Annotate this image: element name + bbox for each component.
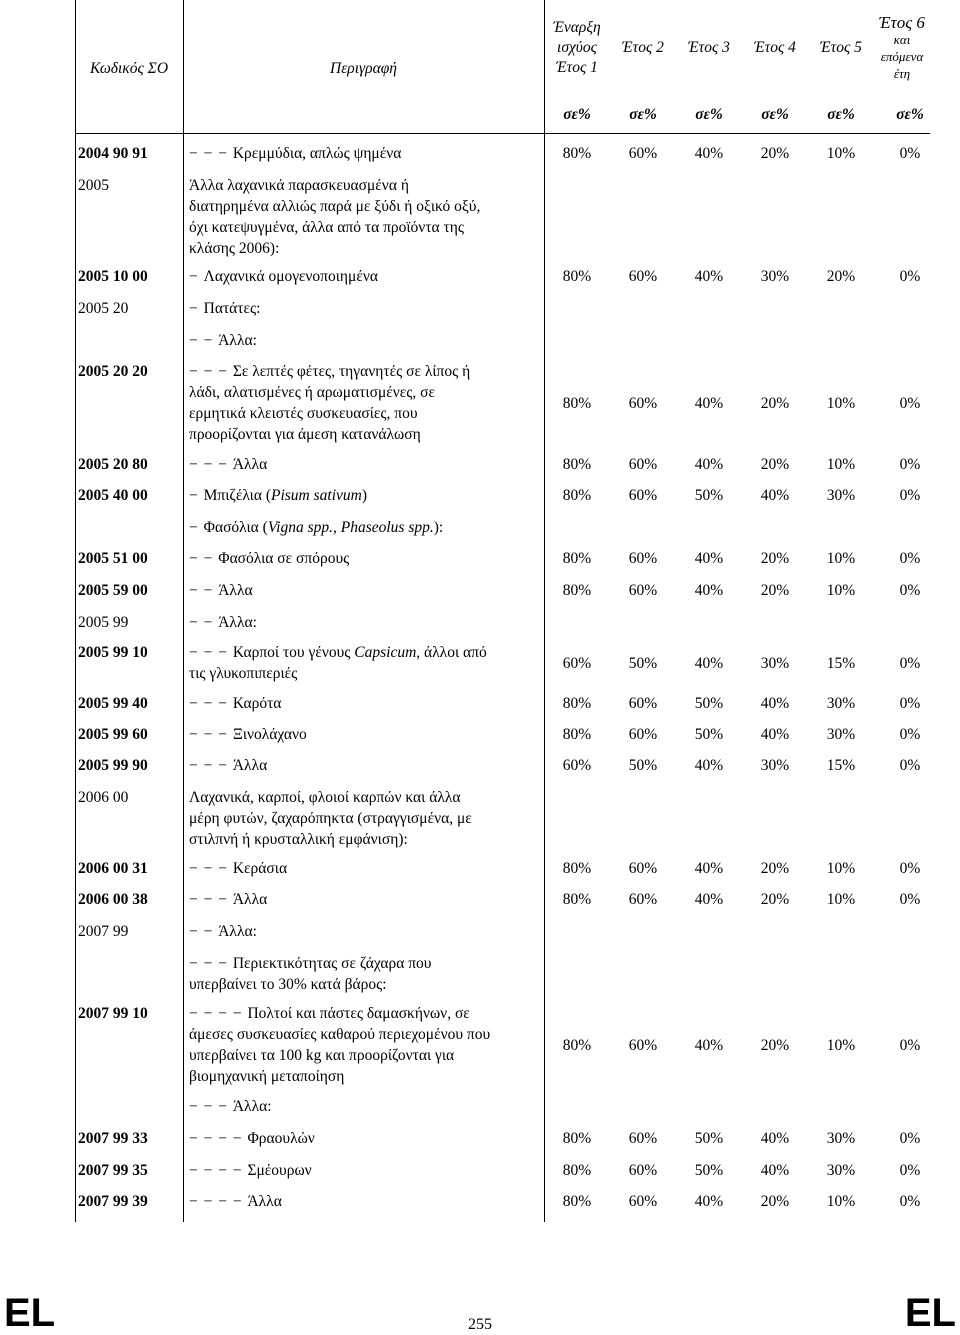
row-description xyxy=(189,485,539,506)
table-border-left xyxy=(75,0,76,1222)
description-text: Φασόλια σε σπόρους xyxy=(218,550,350,567)
row-description xyxy=(189,517,539,538)
description-line xyxy=(189,953,539,974)
description-line xyxy=(189,724,539,745)
rate-value: 60% xyxy=(628,145,658,162)
header-description: Περιγραφή xyxy=(330,60,397,77)
rate-value: 60% xyxy=(628,1193,658,1210)
description-line xyxy=(189,196,539,217)
rate-value: 30% xyxy=(826,1162,856,1179)
rate-value: 80% xyxy=(562,1193,592,1210)
description-text: Άλλα xyxy=(247,1193,282,1210)
rate-value: 80% xyxy=(562,1130,592,1147)
rate-value: 0% xyxy=(899,726,921,743)
description-text: Μπιζέλια ( xyxy=(203,487,271,504)
indent-dash: − xyxy=(189,519,204,536)
description-text: Λαχανικά, καρποί, φλοιοί καρπών και άλλα xyxy=(189,789,461,806)
header-year2: Έτος 2 xyxy=(622,39,664,56)
indent-dash: − − − xyxy=(189,644,233,661)
row-description xyxy=(189,953,539,995)
description-line xyxy=(189,889,539,910)
description-text: Κρεμμύδια, απλώς ψημένα xyxy=(232,145,402,162)
rate-value: 50% xyxy=(694,695,724,712)
indent-dash: − xyxy=(189,487,204,504)
row-code: 2005 99 10 xyxy=(78,644,148,661)
description-line xyxy=(189,1003,539,1024)
rate-value: 50% xyxy=(694,487,724,504)
description-text: Λαχανικά ομογενοποιημένα xyxy=(203,268,378,285)
indent-dash: − − xyxy=(189,332,219,349)
unit-year3: σε% xyxy=(695,106,723,123)
description-text: Άλλα λαχανικά παρασκευασμένα ή xyxy=(189,177,409,194)
unit-year5: σε% xyxy=(827,106,855,123)
row-code: 2006 00 38 xyxy=(78,891,148,908)
description-text: Σμέουρων xyxy=(247,1162,312,1179)
description-line xyxy=(189,921,539,942)
row-description xyxy=(189,921,539,942)
description-line xyxy=(189,175,539,196)
description-line xyxy=(189,361,539,382)
rate-value: 20% xyxy=(760,582,790,599)
rate-value: 60% xyxy=(628,726,658,743)
description-line xyxy=(189,238,539,259)
description-line xyxy=(189,829,539,850)
description-line xyxy=(189,330,539,351)
description-line xyxy=(189,454,539,475)
rate-value: 60% xyxy=(628,695,658,712)
rate-value: 40% xyxy=(760,487,790,504)
description-line xyxy=(189,143,539,164)
rate-value: 80% xyxy=(562,145,592,162)
rate-value: 80% xyxy=(562,891,592,908)
indent-dash: − − − xyxy=(189,695,233,712)
rate-value: 20% xyxy=(760,1193,790,1210)
description-line xyxy=(189,548,539,569)
description-line xyxy=(189,382,539,403)
row-code: 2007 99 10 xyxy=(78,1005,148,1022)
rate-value: 10% xyxy=(826,145,856,162)
indent-dash: − − − xyxy=(189,955,233,972)
rate-value: 0% xyxy=(899,695,921,712)
rate-value: 60% xyxy=(628,1130,658,1147)
row-code: 2005 10 00 xyxy=(78,268,148,285)
rate-value: 40% xyxy=(694,550,724,567)
description-text: Σε λεπτές φέτες, τηγανητές σε λίπος ή xyxy=(232,363,471,380)
rate-value: 50% xyxy=(628,655,658,672)
row-code: 2005 99 xyxy=(78,614,129,631)
header-year1 xyxy=(544,18,610,78)
description-line xyxy=(189,1024,539,1045)
rate-value: 60% xyxy=(628,1037,658,1054)
rate-value: 0% xyxy=(899,268,921,285)
description-text: Φραουλών xyxy=(247,1130,315,1147)
rate-value: 10% xyxy=(826,456,856,473)
row-description xyxy=(189,1096,539,1117)
rate-value: 10% xyxy=(826,860,856,877)
row-code: 2005 40 00 xyxy=(78,487,148,504)
rate-value: 0% xyxy=(899,145,921,162)
rate-value: 30% xyxy=(760,268,790,285)
row-code: 2005 20 xyxy=(78,300,129,317)
rate-value: 0% xyxy=(899,655,921,672)
rate-value: 0% xyxy=(899,582,921,599)
description-line xyxy=(189,663,539,684)
rate-value: 20% xyxy=(826,268,856,285)
rate-value: 40% xyxy=(694,1037,724,1054)
description-line xyxy=(189,1160,539,1181)
rate-value: 50% xyxy=(694,1130,724,1147)
description-text: Capsicum xyxy=(354,644,417,661)
description-line xyxy=(189,808,539,829)
rate-value: 30% xyxy=(826,487,856,504)
rate-value: 0% xyxy=(899,891,921,908)
rate-value: 40% xyxy=(760,1130,790,1147)
rate-value: 40% xyxy=(760,1162,790,1179)
row-code: 2007 99 39 xyxy=(78,1193,148,1210)
rate-value: 30% xyxy=(826,726,856,743)
row-description xyxy=(189,580,539,601)
rate-value: 0% xyxy=(899,860,921,877)
row-description xyxy=(189,642,539,684)
row-description xyxy=(189,143,539,164)
rate-value: 80% xyxy=(562,395,592,412)
rate-value: 60% xyxy=(628,891,658,908)
header-year1-line: Έναρξη xyxy=(553,19,601,36)
rate-value: 40% xyxy=(694,891,724,908)
rate-value: 60% xyxy=(562,757,592,774)
rate-value: 60% xyxy=(628,487,658,504)
description-text: Φασόλια ( xyxy=(203,519,268,536)
row-description xyxy=(189,454,539,475)
header-year5: Έτος 5 xyxy=(820,39,862,56)
rate-value: 30% xyxy=(760,655,790,672)
description-text: Κεράσια xyxy=(232,860,288,877)
description-text: Ξινολάχανο xyxy=(232,726,307,743)
description-text: Άλλα: xyxy=(218,332,257,349)
row-code: 2005 99 40 xyxy=(78,695,148,712)
rate-value: 10% xyxy=(826,891,856,908)
header-year6-line: έτη xyxy=(893,66,911,81)
indent-dash: − − − xyxy=(189,726,233,743)
rate-value: 20% xyxy=(760,860,790,877)
rate-value: 60% xyxy=(628,550,658,567)
rate-value: 40% xyxy=(694,395,724,412)
description-line xyxy=(189,755,539,776)
rate-value: 0% xyxy=(899,1130,921,1147)
rate-value: 50% xyxy=(694,1162,724,1179)
indent-dash: − xyxy=(189,300,204,317)
indent-dash: − − − − xyxy=(189,1193,248,1210)
indent-dash: − − − − xyxy=(189,1162,248,1179)
description-text: ερμητικά κλειστές συσκευασίες, που xyxy=(189,405,418,422)
description-text: Άλλα xyxy=(232,891,268,908)
rate-value: 0% xyxy=(899,1162,921,1179)
rate-value: 0% xyxy=(899,757,921,774)
rate-value: 40% xyxy=(694,655,724,672)
rate-value: 60% xyxy=(628,456,658,473)
rate-value: 10% xyxy=(826,395,856,412)
row-description xyxy=(189,724,539,745)
description-line xyxy=(189,642,539,663)
description-line xyxy=(189,1191,539,1212)
rate-value: 40% xyxy=(694,145,724,162)
description-line xyxy=(189,217,539,238)
rate-value: 60% xyxy=(628,1162,658,1179)
description-text: Άλλα: xyxy=(232,1098,272,1115)
row-code: 2004 90 91 xyxy=(78,145,148,162)
row-code: 2007 99 xyxy=(78,923,129,940)
description-text: λάδι, αλατισμένες ή αρωματισμένες, σε xyxy=(189,384,436,401)
description-text: τις γλυκοπιπεριές xyxy=(189,665,298,682)
rate-value: 40% xyxy=(760,726,790,743)
description-line xyxy=(189,485,539,506)
header-year6-line: επόμενα xyxy=(880,49,924,64)
row-description xyxy=(189,330,539,351)
header-rule xyxy=(75,133,930,134)
row-description xyxy=(189,1003,539,1087)
row-code: 2005 99 90 xyxy=(78,757,148,774)
rate-value: 60% xyxy=(628,268,658,285)
header-year1-line: Έτος 1 xyxy=(556,59,598,76)
row-description xyxy=(189,175,539,259)
indent-dash: − − − xyxy=(189,891,233,908)
description-line xyxy=(189,1045,539,1066)
description-text: Άλλα: xyxy=(218,614,257,631)
description-line xyxy=(189,858,539,879)
description-line xyxy=(189,424,539,445)
rate-value: 60% xyxy=(562,655,592,672)
description-text: Περιεκτικότητας σε ζάχαρα που xyxy=(232,955,432,972)
rate-value: 80% xyxy=(562,582,592,599)
row-code: 2007 99 33 xyxy=(78,1130,148,1147)
indent-dash: − − xyxy=(189,614,219,631)
description-line xyxy=(189,612,539,633)
description-text: Άλλα xyxy=(232,456,268,473)
unit-year2: σε% xyxy=(629,106,657,123)
rate-value: 80% xyxy=(562,726,592,743)
description-line xyxy=(189,517,539,538)
rate-value: 40% xyxy=(694,757,724,774)
row-description xyxy=(189,266,539,287)
rate-value: 60% xyxy=(628,860,658,877)
row-description xyxy=(189,787,539,850)
indent-dash: − − xyxy=(189,582,219,599)
description-line xyxy=(189,1066,539,1087)
description-line xyxy=(189,787,539,808)
description-line xyxy=(189,974,539,995)
description-line xyxy=(189,580,539,601)
description-line xyxy=(189,298,539,319)
rate-value: 80% xyxy=(562,1037,592,1054)
description-text: βιομηχανική μεταποίηση xyxy=(189,1068,345,1085)
description-text: υπερβαίνει το 30% κατά βάρος: xyxy=(189,976,387,993)
rate-value: 30% xyxy=(826,695,856,712)
description-text: Πατάτες: xyxy=(203,300,261,317)
description-text: προορίζονται για άμεση κατανάλωση xyxy=(189,426,421,443)
rate-value: 20% xyxy=(760,145,790,162)
description-text: υπερβαίνει τα 100 kg και προορίζονται για xyxy=(189,1047,455,1064)
indent-dash: − − − xyxy=(189,145,233,162)
rate-value: 80% xyxy=(562,487,592,504)
description-text: άμεσες συσκευασίες καθαρού περιεχομένου που xyxy=(189,1026,491,1043)
rate-value: 80% xyxy=(562,268,592,285)
description-line xyxy=(189,1128,539,1149)
indent-dash: − − − − xyxy=(189,1130,248,1147)
indent-dash: − − − − xyxy=(189,1005,248,1022)
indent-dash: − − − xyxy=(189,1098,233,1115)
description-text: Άλλα: xyxy=(218,923,257,940)
description-line xyxy=(189,693,539,714)
rate-value: 30% xyxy=(826,1130,856,1147)
rate-value: 40% xyxy=(694,1193,724,1210)
row-code: 2005 20 20 xyxy=(78,363,148,380)
row-description xyxy=(189,612,539,633)
description-text: Pisum sativum xyxy=(270,487,362,504)
header-year6 xyxy=(874,14,930,82)
rate-value: 20% xyxy=(760,891,790,908)
rate-value: 10% xyxy=(826,582,856,599)
description-text: Πολτοί και πάστες δαμασκήνων, σε xyxy=(247,1005,470,1022)
row-code: 2006 00 xyxy=(78,789,129,806)
header-year6-line: και xyxy=(893,32,911,47)
footer-language-left: EL xyxy=(4,1291,56,1335)
rate-value: 0% xyxy=(899,1193,921,1210)
rate-value: 20% xyxy=(760,395,790,412)
description-text: , άλλοι από xyxy=(416,644,487,661)
row-code: 2005 20 80 xyxy=(78,456,148,473)
rate-value: 40% xyxy=(694,456,724,473)
row-description xyxy=(189,1128,539,1149)
description-text: διατηρημένα αλλιώς παρά με ξύδι ή οξικό οξύ, xyxy=(189,198,481,215)
row-code: 2006 00 31 xyxy=(78,860,148,877)
rate-value: 80% xyxy=(562,695,592,712)
row-description xyxy=(189,755,539,776)
row-code: 2005 59 00 xyxy=(78,582,148,599)
rate-value: 40% xyxy=(694,582,724,599)
row-description xyxy=(189,1160,539,1181)
description-text: ) xyxy=(361,487,367,504)
row-code: 2005 xyxy=(78,177,109,194)
header-year1-line: ισχύος xyxy=(557,39,597,56)
rate-value: 20% xyxy=(760,456,790,473)
rate-value: 10% xyxy=(826,1193,856,1210)
row-description xyxy=(189,298,539,319)
rate-value: 15% xyxy=(826,757,856,774)
rate-value: 10% xyxy=(826,550,856,567)
row-description xyxy=(189,858,539,879)
header-year4: Έτος 4 xyxy=(754,39,796,56)
description-text: στιλπνή ή κρυσταλλική εμφάνιση): xyxy=(189,831,408,848)
description-text: Vigna spp., Phaseolus spp. xyxy=(267,519,434,536)
rate-value: 80% xyxy=(562,860,592,877)
rate-value: 0% xyxy=(899,1037,921,1054)
rate-value: 40% xyxy=(760,695,790,712)
rate-value: 50% xyxy=(694,726,724,743)
rate-value: 0% xyxy=(899,456,921,473)
rate-value: 60% xyxy=(628,582,658,599)
page-number: 255 xyxy=(468,1316,492,1333)
header-year3: Έτος 3 xyxy=(688,39,730,56)
description-text: όχι κατεψυγμένα, άλλα από τα προϊόντα της xyxy=(189,219,465,236)
rate-value: 80% xyxy=(562,1162,592,1179)
description-text: ): xyxy=(433,519,444,536)
rate-value: 40% xyxy=(694,268,724,285)
rate-value: 15% xyxy=(826,655,856,672)
description-line xyxy=(189,403,539,424)
unit-year6: σε% xyxy=(896,106,924,123)
column-divider-code xyxy=(183,0,184,1222)
row-description xyxy=(189,889,539,910)
indent-dash: − xyxy=(189,268,204,285)
description-text: μέρη φυτών, ζαχαρόπηκτα (στραγγισμένα, με xyxy=(189,810,472,827)
row-description xyxy=(189,361,539,445)
indent-dash: − − xyxy=(189,550,219,567)
row-description xyxy=(189,1191,539,1212)
unit-year4: σε% xyxy=(761,106,789,123)
row-code: 2005 51 00 xyxy=(78,550,148,567)
row-description xyxy=(189,548,539,569)
row-description xyxy=(189,693,539,714)
rate-value: 20% xyxy=(760,550,790,567)
rate-value: 80% xyxy=(562,456,592,473)
rate-value: 10% xyxy=(826,1037,856,1054)
rate-value: 0% xyxy=(899,395,921,412)
indent-dash: − − − xyxy=(189,363,233,380)
header-code: Κωδικός ΣΟ xyxy=(89,60,169,77)
indent-dash: − − − xyxy=(189,456,233,473)
rate-value: 30% xyxy=(760,757,790,774)
indent-dash: − − − xyxy=(189,860,233,877)
indent-dash: − − xyxy=(189,923,219,940)
description-text: κλάσης 2006): xyxy=(189,240,280,257)
rate-value: 60% xyxy=(628,395,658,412)
description-line xyxy=(189,266,539,287)
rate-value: 80% xyxy=(562,550,592,567)
description-line xyxy=(189,1096,539,1117)
rate-value: 20% xyxy=(760,1037,790,1054)
rate-value: 50% xyxy=(628,757,658,774)
rate-value: 0% xyxy=(899,487,921,504)
row-code: 2007 99 35 xyxy=(78,1162,148,1179)
description-text: Άλλα xyxy=(232,757,268,774)
rate-value: 0% xyxy=(899,550,921,567)
description-text: Καρότα xyxy=(232,695,282,712)
indent-dash: − − − xyxy=(189,757,233,774)
rate-value: 40% xyxy=(694,860,724,877)
description-text: Άλλα xyxy=(218,582,253,599)
footer-language-right: EL xyxy=(904,1291,956,1335)
description-text: Καρποί του γένους xyxy=(232,644,355,661)
header-year6-line: Έτος 6 xyxy=(879,13,925,32)
unit-year1: σε% xyxy=(563,106,591,123)
row-code: 2005 99 60 xyxy=(78,726,148,743)
